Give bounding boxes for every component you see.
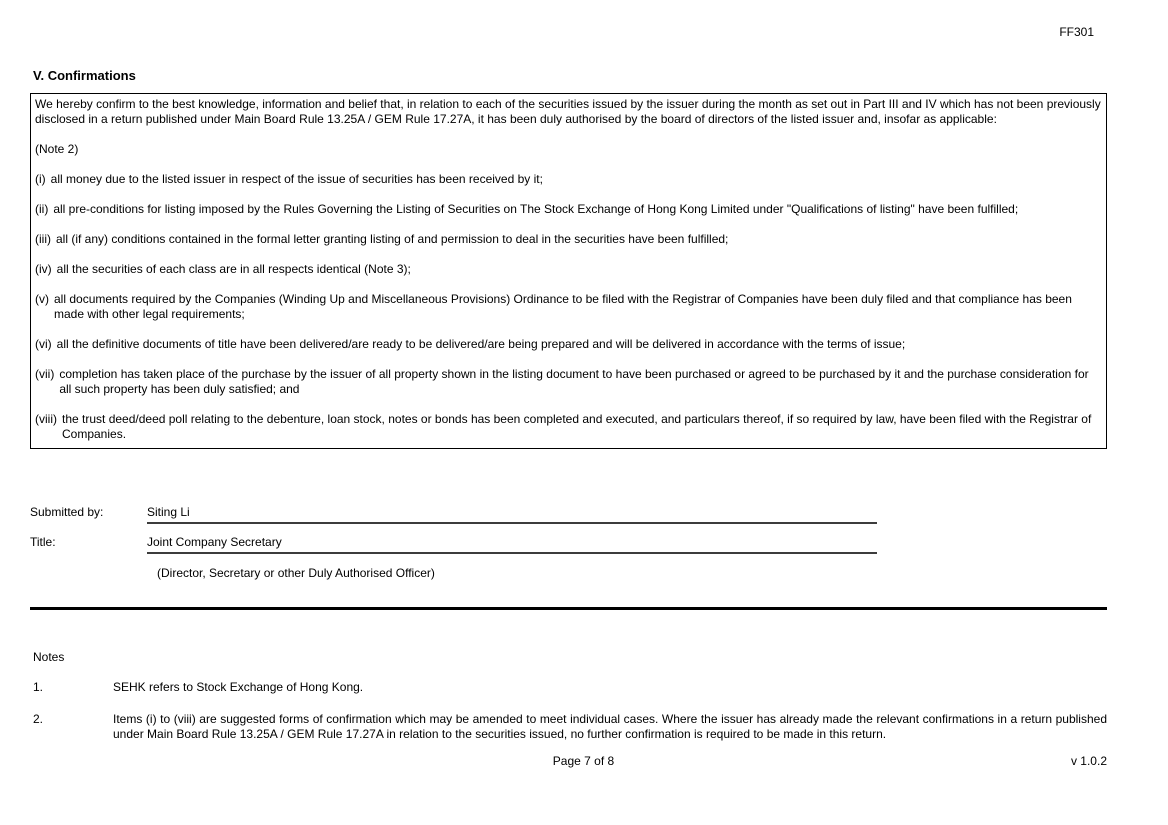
title-label: Title: (30, 535, 56, 549)
confirmation-item (35, 412, 1102, 442)
item-text: the trust deed/deed poll relating to the debenture, loan stock, notes or bonds has been completed and executed, and particulars thereof, if so required by law, have been filed with the Registrar of Companies. (62, 412, 1092, 441)
confirmations-box (30, 93, 1107, 449)
page-content (30, 0, 1107, 769)
item-marker: (iv) (35, 262, 52, 276)
form-code: FF301 (1059, 25, 1094, 39)
item-text: all money due to the listed issuer in respect of the issue of securities has been received by it; (50, 172, 543, 186)
confirmation-item (35, 232, 1102, 247)
note-item (33, 712, 1107, 742)
item-marker: (i) (35, 172, 46, 186)
item-text: all documents required by the Companies (Winding Up and Miscellaneous Provisions) Ordinance to be filed with the Registrar of Companies have been duly filed and that compliance has been made with other legal requirements; (54, 292, 1072, 321)
version-label: v 1.0.2 (1070, 754, 1107, 768)
confirmation-item (35, 367, 1102, 397)
notes-heading: Notes (33, 650, 65, 664)
item-marker: (vii) (35, 367, 55, 381)
notes-section (30, 650, 1107, 742)
confirmation-item (35, 202, 1102, 217)
confirmation-intro: We hereby confirm to the best knowledge, information and belief that, in relation to each of the securities issued by the issuer during the month as set out in Part III and IV which has not been previously disclosed in a return published under Main Board Rule 13.25A / GEM Rule 17.27A, it has been duly authorised by the board of directors of the listed issuer and, insofar as applicable: (35, 97, 1101, 126)
note-reference: (Note 2) (35, 142, 79, 156)
item-text: completion has taken place of the purchase by the issuer of all property shown in the listing document to have been purchased or agreed to be purchased by it and the purchase consideration for all such property has been duly satisfied; and (59, 367, 1089, 396)
note-item (33, 680, 1107, 695)
note-number: 1. (33, 680, 44, 694)
confirmation-item (35, 262, 1102, 277)
page-footer (30, 754, 1107, 769)
submitted-by-row (30, 505, 1107, 524)
item-text: all the securities of each class are in all respects identical (Note 3); (56, 262, 411, 276)
item-marker: (ii) (35, 202, 49, 216)
confirmation-item (35, 337, 1102, 352)
item-marker: (vi) (35, 337, 52, 351)
item-marker: (viii) (35, 412, 57, 426)
submitted-by-field: Siting Li (147, 505, 877, 524)
item-text: all pre-conditions for listing imposed by the Rules Governing the Listing of Securities on The Stock Exchange of Hong Kong Limited under "Qualifications of listing" have been fulfilled; (53, 202, 1019, 216)
note-text: Items (i) to (viii) are suggested forms of confirmation which may be amended to meet individual cases. Where the issuer has already made the relevant confirmations in a return published under Main Board Rule 13.25A / GEM Rule 17.27A in relation to the securities issued, no further confirmation is required to be made in this return. (113, 712, 1107, 741)
page-number: Page 7 of 8 (552, 754, 615, 768)
section-divider (30, 607, 1107, 610)
signature-hint: (Director, Secretary or other Duly Authorised Officer) (157, 566, 435, 580)
title-field: Joint Company Secretary (147, 535, 877, 554)
section-title: V. Confirmations (33, 68, 136, 83)
note-text: SEHK refers to Stock Exchange of Hong Kong. (113, 680, 364, 694)
item-text: all the definitive documents of title have been delivered/are ready to be delivered/are being prepared and will be delivered in accordance with the terms of issue; (56, 337, 906, 351)
item-marker: (iii) (35, 232, 51, 246)
confirmation-item (35, 292, 1102, 322)
item-text: all (if any) conditions contained in the formal letter granting listing of and permission to deal in the securities have been fulfilled; (56, 232, 729, 246)
title-row (30, 535, 1107, 554)
submission-section (30, 505, 1107, 581)
note-number: 2. (33, 712, 44, 726)
submitted-by-label: Submitted by: (30, 505, 104, 519)
item-marker: (v) (35, 292, 49, 306)
confirmation-item (35, 172, 1102, 187)
